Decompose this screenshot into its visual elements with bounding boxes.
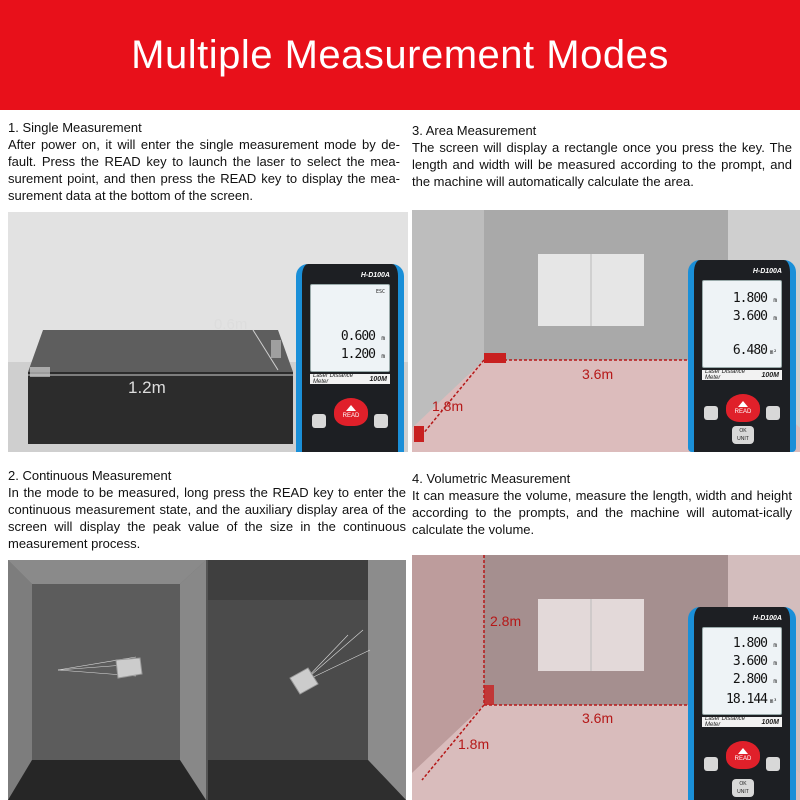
continuous-description: In the mode to be measured, long press the READ key to enter the continuous measurement state, and the auxiliary display area of the screen will display the peak value of the size in the continuous measurement process. [8,485,406,551]
area-description: The screen will display a rectangle once you press the key. The length and width will be measured according to the prompt, and the machine will automatically calculate the area. [412,140,792,189]
continuous-title: 2. Continuous Measurement [8,468,172,483]
continuous-room-illustration [8,560,406,800]
meter-range: 100M [369,375,387,383]
volumetric-description: It can measure the volume, measure the length, width and height according to the prompts, and the machine will automat-ically calculate the volume. [412,488,792,537]
up-arrow-icon [738,748,748,754]
meter-label-text: Laser Distance Meter [313,373,354,385]
mode-button[interactable] [704,406,718,420]
meter-model: H-D100A [360,272,390,279]
unit-label: UNIT [737,789,749,795]
volume-height-label: 2.8m [490,613,522,629]
unit-m: m [773,678,777,685]
up-arrow-icon [738,401,748,407]
unit-m2: m² [769,349,777,356]
reading-area: 6.480 [732,343,767,358]
reading-width: 1.800 [732,636,767,651]
read-label: READ [342,413,360,419]
ok-label: OK [739,781,747,787]
title-banner [0,0,800,110]
continuous-measurement-image [8,560,406,800]
volume-width-label: 1.8m [458,736,490,752]
ok-unit-button[interactable] [732,779,754,797]
reading-primary: 0.600 [340,329,375,344]
read-label: READ [734,409,752,415]
meter-label-text: Laser Distance Meter [705,369,746,381]
page-title: Multiple Measurement Modes [131,32,669,77]
ok-label: OK [739,428,747,434]
reading-height: 2.800 [732,672,767,687]
laser-meter-area [688,260,796,452]
reading-length: 3.600 [732,309,767,324]
area-title: 3. Area Measurement [412,123,537,138]
unit-m: m [773,315,777,322]
reading-length: 3.600 [732,654,767,669]
function-button[interactable] [766,757,780,771]
area-length-label: 3.6m [582,366,614,382]
meter-range: 100M [761,718,779,726]
ok-unit-button[interactable] [732,426,754,444]
single-description: After power on, it will enter the single measurement mode by de-fault. Press the READ key to launch the laser to select the mea-surement point, and then press the READ key to display the mea-surement data at the bottom of the screen. [8,137,400,203]
unit-m: m [773,642,777,649]
meter-label [702,370,782,380]
volume-length-label: 3.6m [582,710,614,726]
unit-label: UNIT [737,436,749,442]
meter-range: 100M [761,371,779,379]
read-button[interactable] [726,741,760,769]
reading-width: 1.800 [732,291,767,306]
volumetric-title: 4. Volumetric Measurement [412,471,571,486]
meter-screen [702,627,782,715]
area-measurement-image [412,210,800,452]
area-width-label: 1.8m [432,398,464,414]
mode-button[interactable] [704,757,718,771]
meter-model: H-D100A [752,615,782,622]
mode-button[interactable] [312,414,326,428]
up-arrow-icon [346,405,356,411]
read-label: READ [734,756,752,762]
read-button[interactable] [334,398,368,426]
meter-screen [310,284,390,372]
meter-model: H-D100A [752,268,782,275]
function-button[interactable] [766,406,780,420]
laser-meter-volume [688,607,796,800]
volumetric-measurement-image [412,555,800,800]
meter-screen [702,280,782,368]
single-length-label: 1.2m [128,378,166,397]
screen-tag: ESC [375,289,385,295]
unit-m3: m³ [769,698,777,705]
unit-m: m [773,297,777,304]
single-measurement-image [8,212,408,452]
function-button[interactable] [374,414,388,428]
unit-m: m [381,335,385,342]
reading-volume: 18.144 [726,692,767,707]
meter-label [310,374,390,384]
meter-label [702,717,782,727]
unit-m: m [773,660,777,667]
reading-secondary: 1.200 [340,347,375,362]
single-width-label: 0.6m [214,316,248,333]
meter-label-text: Laser Distance Meter [705,716,746,728]
laser-meter-single [296,264,404,452]
unit-m: m [381,353,385,360]
single-title: 1. Single Measurement [8,120,142,135]
read-button[interactable] [726,394,760,422]
